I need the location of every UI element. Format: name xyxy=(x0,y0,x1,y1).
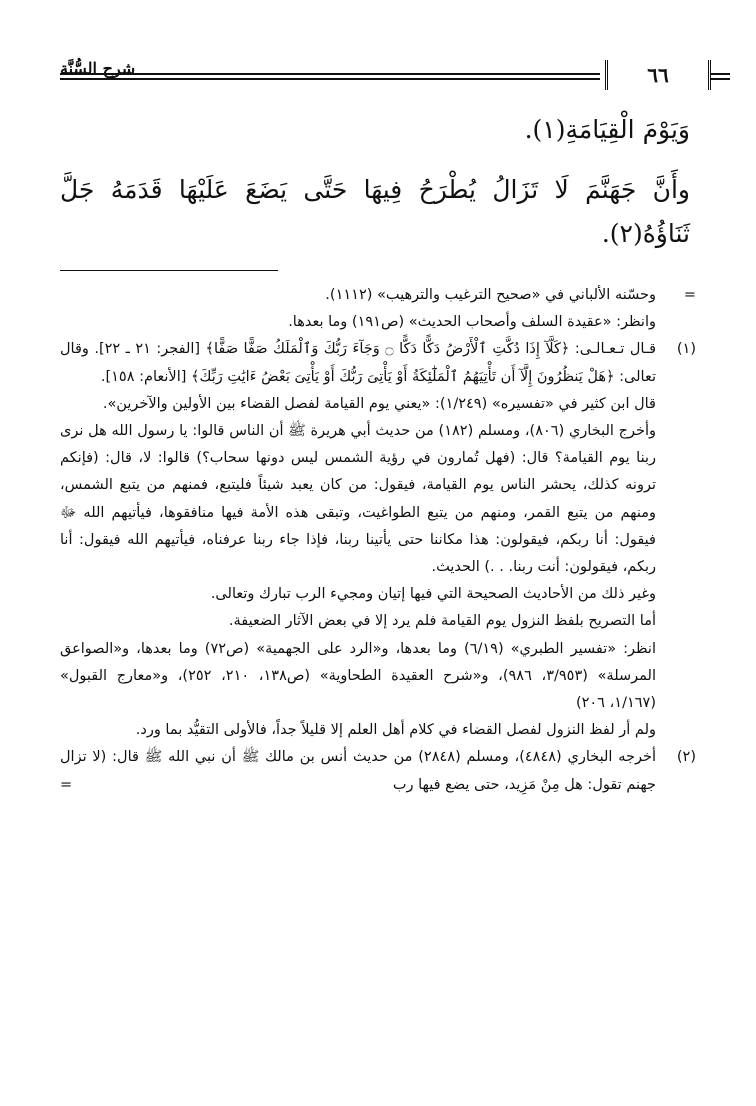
footnote-1 xyxy=(60,336,696,744)
footnote-line: وأخرج البخاري (٨٠٦)، ومسلم (١٨٢) من حديث أبي هريرة ﷺ أن الناس قالوا: يا رسول الله هل نرى ربنا يوم القيامة؟ قال: (فهل تُمارون في رؤية الشمس ليس دونها سحاب؟) قالوا: لا، قال: (فإنكم ترونه كذلك، يحشر الناس يوم القيامة، فيقول: من كان يعبد شيئاً فليتبع، فمنهم من يتبع الشمس، ومنهم من يتبع القمر، ومنهم من يتبع الطواغيت، وتبقى هذه الأمة فيها منافقوها، فيأتيهم الله ﷻ فيقول: أنا ربكم، فيقولون: هذا مكاننا حتى يأتينا ربنا، فإذا جاء ربنا عرفناه، فيأتيهم الله فيقول: أنا ربكم، فيقولون: أنت ربنا. . .) الحديث. xyxy=(60,423,656,576)
footnote-line: قال ابن كثير في «تفسيره» (١/٢٤٩): «يعني يوم القيامة لفصل القضاء بين الأولين والآخرين». xyxy=(102,395,656,412)
footnote-2 xyxy=(60,744,696,798)
header-rule xyxy=(710,78,730,80)
footnote-line: أما التصريح بلفظ النزول يوم القيامة فلم يرد إلا في بعض الآثار الضعيفة. xyxy=(228,613,656,630)
footnote-text: أخرجه البخاري (٤٨٤٨)، ومسلم (٢٨٤٨) من حديث أنس بن مالك ﷺ أن نبي الله ﷺ قال: (لا تزال جهنم تقول: هل مِنْ مَزِيد، حتى يضع فيها رب xyxy=(60,749,657,793)
page-header xyxy=(60,58,690,92)
footnote-line: وحسّنه الألباني في «صحيح الترغيب والترهيب» (١١١٢). xyxy=(325,287,656,303)
page-number: ٦٦ xyxy=(605,60,711,90)
footnote-line: وانظر: «عقيدة السلف وأصحاب الحديث» (ص١٩١) وما بعدها. xyxy=(288,314,656,331)
footnote-separator xyxy=(60,270,278,271)
footnotes xyxy=(60,282,696,799)
footnote-line xyxy=(60,744,656,798)
footnote-line: وغير ذلك من الأحاديث الصحيحة التي فيها إتيان ومجيء الرب تبارك وتعالى. xyxy=(210,586,656,603)
main-text-paragraph: وأَنَّ جَهَنَّمَ لَا تَزَالُ يُطْرَحُ فِيهَا حَتَّى يَضَعَ عَلَيْهَا قَدَمَهُ جَلَّ ثَنَاؤُهُ(٢). xyxy=(60,175,690,248)
book-title: شرح السُّنَّة xyxy=(60,59,136,78)
footnote-line: قـال تـعـالـى: ﴿كَلَّآ إِذَا دُكَّتِ ٱلْأَرْضُ دَكًّا دَكًّا ۝ وَجَآءَ رَبُّكَ وَٱلْمَلَكُ صَفًّا صَفًّا﴾ [الفجر: ٢١ ـ ٢٢]. وقال تعالى: ﴿هَلْ يَنظُرُونَ إِلَّآ أَن تَأْتِيَهُمُ ٱلْمَلَٰٓئِكَةُ أَوْ يَأْتِىَ رَبُّكَ أَوْ يَأْتِىَ بَعْضُ ءَايَٰتِ رَبِّكَ﴾ [الأنعام: ١٥٨]. xyxy=(60,341,657,385)
footnote-number: (١) xyxy=(676,341,696,358)
footnote-line: انظر: «تفسير الطبري» (٦/١٩) وما بعدها، و«الرد على الجهمية» (ص٧٢) وما بعدها، و«الصواعق المرسلة» (٣/٩٥٣، ٩٨٦)، و«شرح العقيدة الطحاوية» (ص١٣٨، ٢١٠، ٢٥٢)، و«معارج القبول» (١/١٦٧، ٢٠٦) xyxy=(60,640,656,712)
continuation-marker: = xyxy=(60,776,73,793)
main-text-line-1: وَيَوْمَ الْقِيَامَةِ(١). xyxy=(524,115,690,144)
footnote-continuation xyxy=(60,282,696,336)
header-rule xyxy=(710,73,730,75)
footnote-number: (٢) xyxy=(676,749,696,766)
footnote-line: ولم أر لفظ النزول لفصل القضاء في كلام أهل العلم إلا قليلاً جداً، فالأولى التقيُّد بما ورد. xyxy=(135,722,656,739)
continuation-marker: = xyxy=(683,287,696,303)
